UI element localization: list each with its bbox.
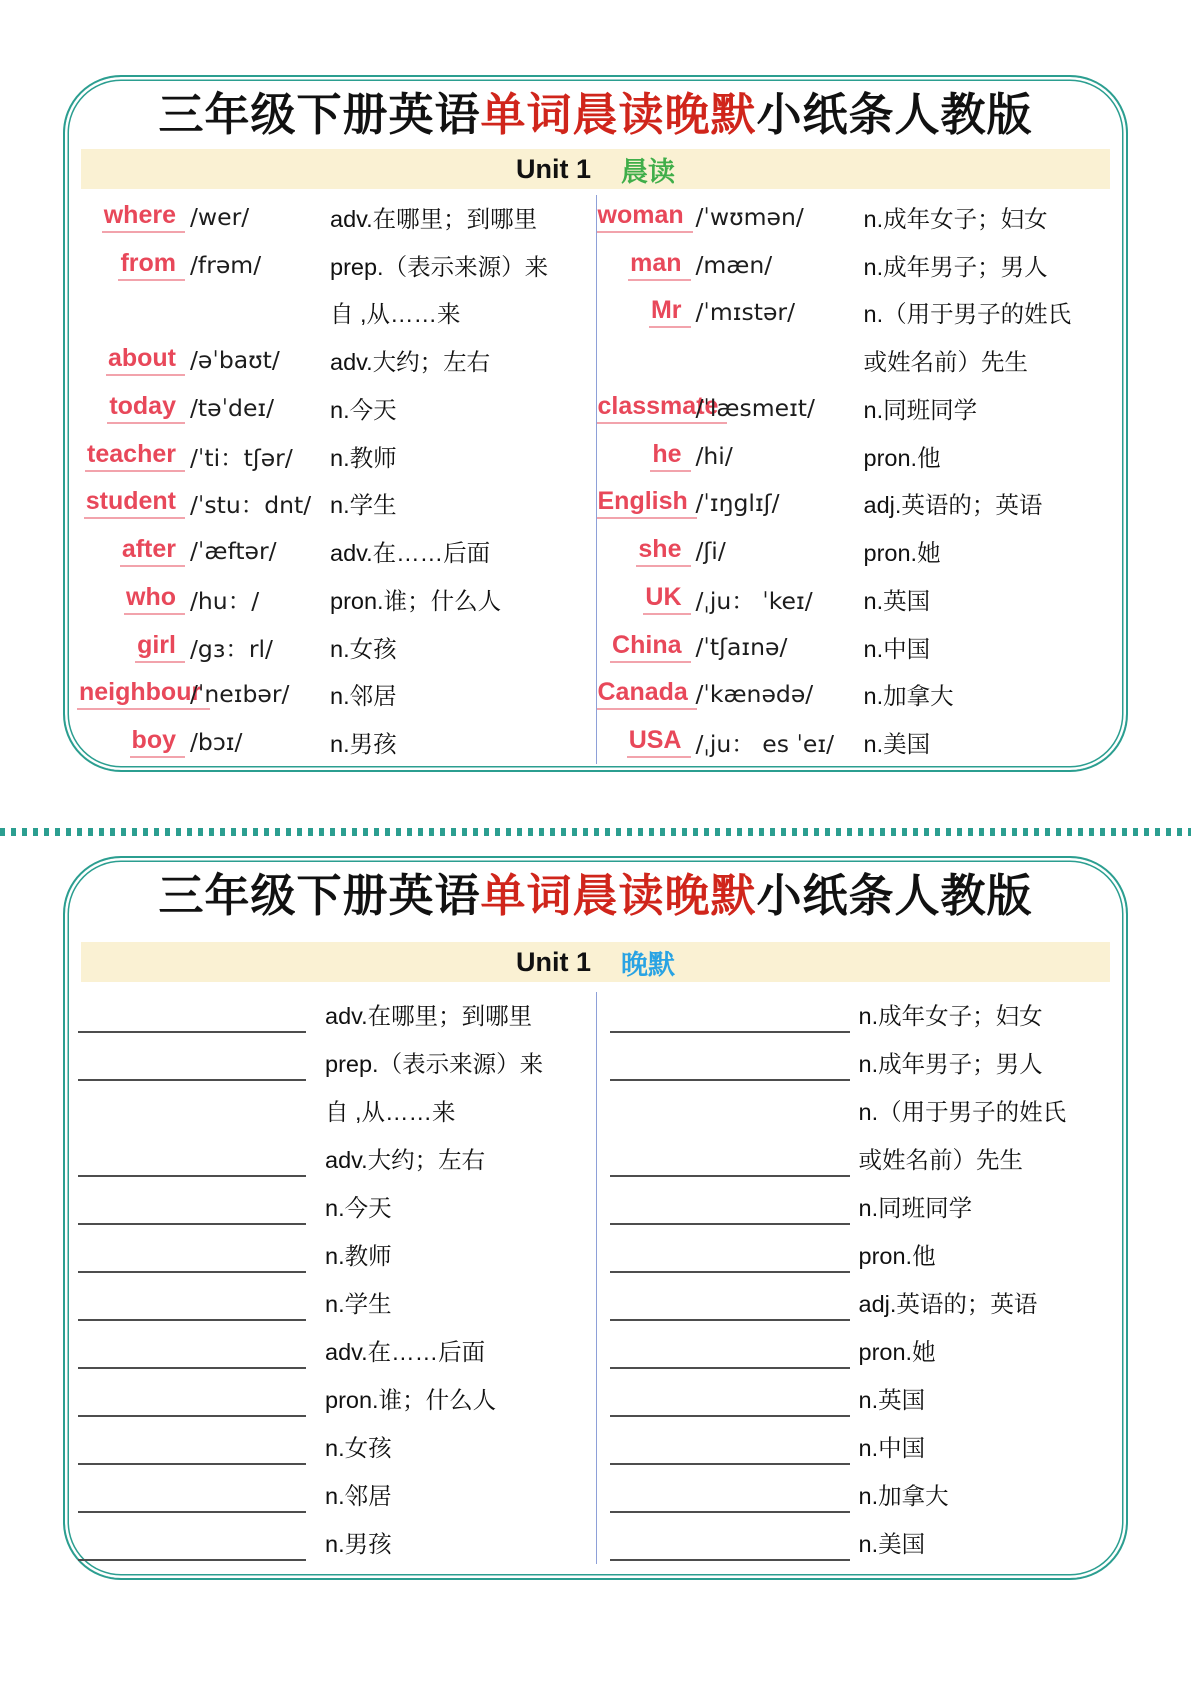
blank-cell xyxy=(77,1278,325,1326)
phonetic: /ˈkænədə/ xyxy=(695,680,814,709)
title-prefix: 三年级下册英语 xyxy=(158,870,481,921)
word-cell xyxy=(596,487,691,519)
meaning: n.成年女子；妇女 xyxy=(863,205,1048,232)
phonetic: /frəm/ xyxy=(190,250,262,279)
blank-cell xyxy=(596,1230,859,1278)
answer-blank xyxy=(78,1415,306,1417)
unit-label: Unit 1 xyxy=(515,946,591,977)
answer-blank xyxy=(610,1175,850,1177)
phonetic: /gɜ：rl/ xyxy=(190,634,273,663)
vocab-grid-morning xyxy=(77,193,1114,766)
blank-cell xyxy=(77,1230,325,1278)
vocab-row xyxy=(77,336,596,384)
vocab-row xyxy=(596,575,1115,623)
vocab-row xyxy=(596,384,1115,432)
english-word: USA xyxy=(627,726,691,758)
title-suffix: 小纸条人教版 xyxy=(756,870,1033,921)
word-cell xyxy=(77,726,185,758)
meaning: pron.谁；什么人 xyxy=(330,587,502,614)
word-cell xyxy=(596,726,691,758)
word-cell xyxy=(77,249,185,281)
blank-cell xyxy=(77,1038,325,1086)
answer-blank xyxy=(78,1031,306,1033)
blank-cell xyxy=(77,1470,325,1518)
evening-dictation-card xyxy=(63,856,1128,1580)
recall-column-right xyxy=(596,990,1115,1566)
blank-cell xyxy=(596,1518,859,1566)
phonetic: /ˈlæsmeɪt/ xyxy=(695,393,815,422)
english-word: English xyxy=(596,487,697,519)
word-cell xyxy=(77,678,202,710)
meaning: n.邻居 xyxy=(325,1483,392,1509)
recall-row xyxy=(596,1326,1115,1374)
english-word: student xyxy=(84,487,185,519)
blank-cell xyxy=(596,1182,859,1230)
vocab-row xyxy=(596,432,1115,480)
meaning: n.成年女子；妇女 xyxy=(858,1003,1043,1029)
recall-row xyxy=(77,1470,596,1518)
word-cell xyxy=(77,392,185,424)
recall-row xyxy=(596,990,1115,1038)
recall-row xyxy=(77,1422,596,1470)
english-word: boy xyxy=(130,726,185,758)
recall-row xyxy=(77,1278,596,1326)
word-cell xyxy=(77,440,185,472)
phonetic: /ˈɪŋglɪʃ/ xyxy=(695,489,780,518)
meaning: n.学生 xyxy=(330,492,397,519)
answer-blank xyxy=(610,1319,850,1321)
meaning: pron.她 xyxy=(858,1339,936,1365)
meaning: adv.在哪里；到哪里 xyxy=(330,205,538,232)
blank-cell xyxy=(596,1326,859,1374)
blank-cell xyxy=(596,990,859,1038)
title-prefix: 三年级下册英语 xyxy=(158,89,481,140)
english-word: China xyxy=(610,631,690,663)
answer-blank xyxy=(78,1319,306,1321)
recall-row xyxy=(596,1230,1115,1278)
meaning: 或姓名前）先生 xyxy=(858,1147,1023,1173)
phonetic: /wer/ xyxy=(190,202,250,231)
recall-row xyxy=(596,1038,1115,1086)
answer-blank xyxy=(610,1463,850,1465)
meaning: n.成年男子；男人 xyxy=(858,1051,1043,1077)
phonetic: /ˈæftər/ xyxy=(190,537,277,566)
answer-blank xyxy=(78,1079,306,1081)
word-cell xyxy=(596,440,691,472)
recall-row xyxy=(596,1086,1115,1134)
cut-line xyxy=(0,828,1191,836)
vocab-row xyxy=(77,384,596,432)
recall-row xyxy=(596,1470,1115,1518)
meaning: pron.谁；什么人 xyxy=(325,1387,497,1413)
meaning: adj.英语的；英语 xyxy=(858,1291,1038,1317)
phonetic: /təˈdeɪ/ xyxy=(190,393,275,422)
meaning: adv.大约；左右 xyxy=(325,1147,486,1173)
word-cell xyxy=(77,583,185,615)
blank-cell xyxy=(77,1134,325,1182)
english-word: where xyxy=(102,201,185,233)
english-word: he xyxy=(650,440,690,472)
english-word: Canada xyxy=(596,678,697,710)
english-word: woman xyxy=(596,201,693,233)
phonetic: /mæn/ xyxy=(695,250,773,279)
vocab-row xyxy=(77,575,596,623)
english-word: teacher xyxy=(85,440,185,472)
word-cell xyxy=(77,344,185,376)
vocab-row xyxy=(596,623,1115,671)
blank-cell xyxy=(596,1278,859,1326)
answer-blank xyxy=(610,1367,850,1369)
vocab-row xyxy=(77,193,596,241)
answer-blank xyxy=(78,1223,306,1225)
vocab-grid-evening xyxy=(77,990,1114,1566)
title-suffix: 小纸条人教版 xyxy=(756,89,1033,140)
answer-blank xyxy=(610,1031,850,1033)
meaning: n.加拿大 xyxy=(863,683,954,710)
meaning: 或姓名前）先生 xyxy=(863,349,1028,376)
meaning: adv.在……后面 xyxy=(330,540,491,567)
recall-row xyxy=(77,1374,596,1422)
blank-cell xyxy=(77,1518,325,1566)
answer-blank xyxy=(610,1511,850,1513)
meaning: n.男孩 xyxy=(325,1531,392,1557)
recall-row xyxy=(77,1230,596,1278)
vocab-row xyxy=(596,193,1115,241)
meaning: 自 ,从……来 xyxy=(330,301,461,328)
recall-row xyxy=(596,1278,1115,1326)
phonetic: /ˈtʃaɪnə/ xyxy=(695,632,788,661)
recall-row xyxy=(77,1086,596,1134)
meaning: n.同班同学 xyxy=(863,396,978,423)
meaning: n.中国 xyxy=(863,635,931,662)
meaning: pron.他 xyxy=(863,444,941,471)
english-word: girl xyxy=(135,631,185,663)
english-word: from xyxy=(118,249,185,281)
blank-cell xyxy=(596,1134,859,1182)
meaning: adj.英语的；英语 xyxy=(863,492,1043,519)
word-cell xyxy=(596,535,691,567)
meaning: n.美国 xyxy=(858,1531,926,1557)
vocab-row xyxy=(596,336,1115,384)
meaning: n.同班同学 xyxy=(858,1195,973,1221)
meaning: n.英国 xyxy=(863,587,931,614)
meaning: n.教师 xyxy=(325,1243,392,1269)
meaning: 自 ,从……来 xyxy=(325,1099,456,1125)
phonetic: /hu：/ xyxy=(190,586,260,615)
blank-cell xyxy=(596,1374,859,1422)
recall-column-left xyxy=(77,990,596,1566)
meaning: n.今天 xyxy=(330,396,397,423)
phonetic: /ˈneɪbər/ xyxy=(190,680,290,709)
blank-cell xyxy=(77,1086,325,1134)
vocab-row xyxy=(596,527,1115,575)
vocab-column-left xyxy=(77,193,596,766)
meaning: n.今天 xyxy=(325,1195,392,1221)
page-title xyxy=(77,85,1114,145)
meaning: n.学生 xyxy=(325,1291,392,1317)
meaning: adv.在……后面 xyxy=(325,1339,486,1365)
morning-reading-card xyxy=(63,75,1128,772)
english-word: UK xyxy=(643,583,690,615)
title-highlight: 单词晨读晚默 xyxy=(480,89,757,140)
meaning: prep.（表示来源）来 xyxy=(325,1051,544,1077)
meaning: prep.（表示来源）来 xyxy=(330,253,549,280)
meaning: n.男孩 xyxy=(330,731,397,758)
vocab-row xyxy=(596,241,1115,289)
phonetic: /ˈmɪstər/ xyxy=(695,298,795,327)
english-word: she xyxy=(636,535,690,567)
recall-row xyxy=(596,1374,1115,1422)
word-cell xyxy=(596,583,691,615)
title-highlight: 单词晨读晚默 xyxy=(480,870,757,921)
session-label-morning: 晨读 xyxy=(621,156,675,187)
answer-blank xyxy=(78,1367,306,1369)
english-word: neighbour xyxy=(77,678,210,710)
session-label-evening: 晚默 xyxy=(621,949,675,980)
vocab-row xyxy=(596,671,1115,719)
vocab-row xyxy=(77,718,596,766)
vocab-column-right xyxy=(596,193,1115,766)
meaning: pron.她 xyxy=(863,540,941,567)
answer-blank xyxy=(610,1271,850,1273)
meaning: n.（用于男子的姓氏 xyxy=(863,301,1072,328)
recall-row xyxy=(77,1182,596,1230)
blank-cell xyxy=(77,990,325,1038)
vocab-row xyxy=(77,671,596,719)
word-cell xyxy=(77,487,185,519)
recall-row xyxy=(77,1134,596,1182)
word-cell xyxy=(77,535,185,567)
phonetic: /ˈti：tʃər/ xyxy=(190,443,293,472)
page-title xyxy=(77,866,1114,926)
answer-blank xyxy=(78,1271,306,1273)
blank-cell xyxy=(77,1326,325,1374)
blank-cell xyxy=(596,1470,859,1518)
recall-row xyxy=(596,1518,1115,1566)
unit-header-evening xyxy=(81,942,1110,982)
vocab-row xyxy=(77,432,596,480)
meaning: n.成年男子；男人 xyxy=(863,253,1048,280)
unit-header-morning xyxy=(81,149,1110,189)
word-cell xyxy=(596,631,691,663)
phonetic: /ˈstu：dnt/ xyxy=(190,491,312,520)
recall-row xyxy=(596,1422,1115,1470)
vocab-row xyxy=(77,480,596,528)
blank-cell xyxy=(77,1422,325,1470)
answer-blank xyxy=(78,1175,306,1177)
blank-cell xyxy=(596,1086,859,1134)
meaning: n.女孩 xyxy=(325,1435,392,1461)
phonetic: /ˌju： ˈkeɪ/ xyxy=(695,586,813,615)
blank-cell xyxy=(596,1422,859,1470)
meaning: n.英国 xyxy=(858,1387,926,1413)
vocab-row xyxy=(77,241,596,289)
answer-blank xyxy=(610,1079,850,1081)
phonetic: /ˌju： es ˈeɪ/ xyxy=(695,730,835,759)
meaning: adv.大约；左右 xyxy=(330,349,491,376)
answer-blank xyxy=(78,1511,306,1513)
vocab-row xyxy=(77,289,596,337)
word-cell xyxy=(596,249,691,281)
english-word: who xyxy=(124,583,185,615)
recall-row xyxy=(77,1038,596,1086)
meaning: n.（用于男子的姓氏 xyxy=(858,1099,1067,1125)
meaning: n.加拿大 xyxy=(858,1483,949,1509)
recall-row xyxy=(77,1518,596,1566)
unit-label: Unit 1 xyxy=(515,153,591,184)
meaning: n.中国 xyxy=(858,1435,926,1461)
vocab-row xyxy=(596,480,1115,528)
english-word: today xyxy=(107,392,185,424)
vocab-row xyxy=(596,718,1115,766)
meaning: n.女孩 xyxy=(330,635,397,662)
answer-blank xyxy=(610,1559,850,1561)
phonetic: /ˈwʊmən/ xyxy=(695,202,804,231)
word-cell xyxy=(596,296,691,328)
english-word: man xyxy=(628,249,690,281)
blank-cell xyxy=(77,1374,325,1422)
word-cell xyxy=(596,201,691,233)
meaning: n.美国 xyxy=(863,731,931,758)
phonetic: /ʃi/ xyxy=(695,537,726,566)
word-cell xyxy=(596,678,691,710)
recall-row xyxy=(77,990,596,1038)
answer-blank xyxy=(78,1559,306,1561)
meaning: adv.在哪里；到哪里 xyxy=(325,1003,533,1029)
meaning: n.邻居 xyxy=(330,683,397,710)
phonetic: /əˈbaʊt/ xyxy=(190,346,280,375)
recall-row xyxy=(596,1134,1115,1182)
phonetic: /bɔɪ/ xyxy=(190,728,243,757)
vocab-row xyxy=(77,527,596,575)
recall-row xyxy=(77,1326,596,1374)
answer-blank xyxy=(610,1223,850,1225)
word-cell xyxy=(596,391,719,424)
english-word: about xyxy=(106,344,185,376)
english-word: classmate xyxy=(596,392,728,424)
blank-cell xyxy=(77,1182,325,1230)
answer-blank xyxy=(610,1415,850,1417)
recall-row xyxy=(596,1182,1115,1230)
blank-cell xyxy=(596,1038,859,1086)
vocab-row xyxy=(596,289,1115,337)
english-word: Mr xyxy=(649,296,691,328)
word-cell xyxy=(77,201,185,233)
word-cell xyxy=(77,631,185,663)
answer-blank xyxy=(78,1463,306,1465)
english-word: after xyxy=(120,535,185,567)
vocab-row xyxy=(77,623,596,671)
phonetic: /hi/ xyxy=(695,441,733,470)
meaning: pron.他 xyxy=(858,1243,936,1269)
meaning: n.教师 xyxy=(330,444,397,471)
